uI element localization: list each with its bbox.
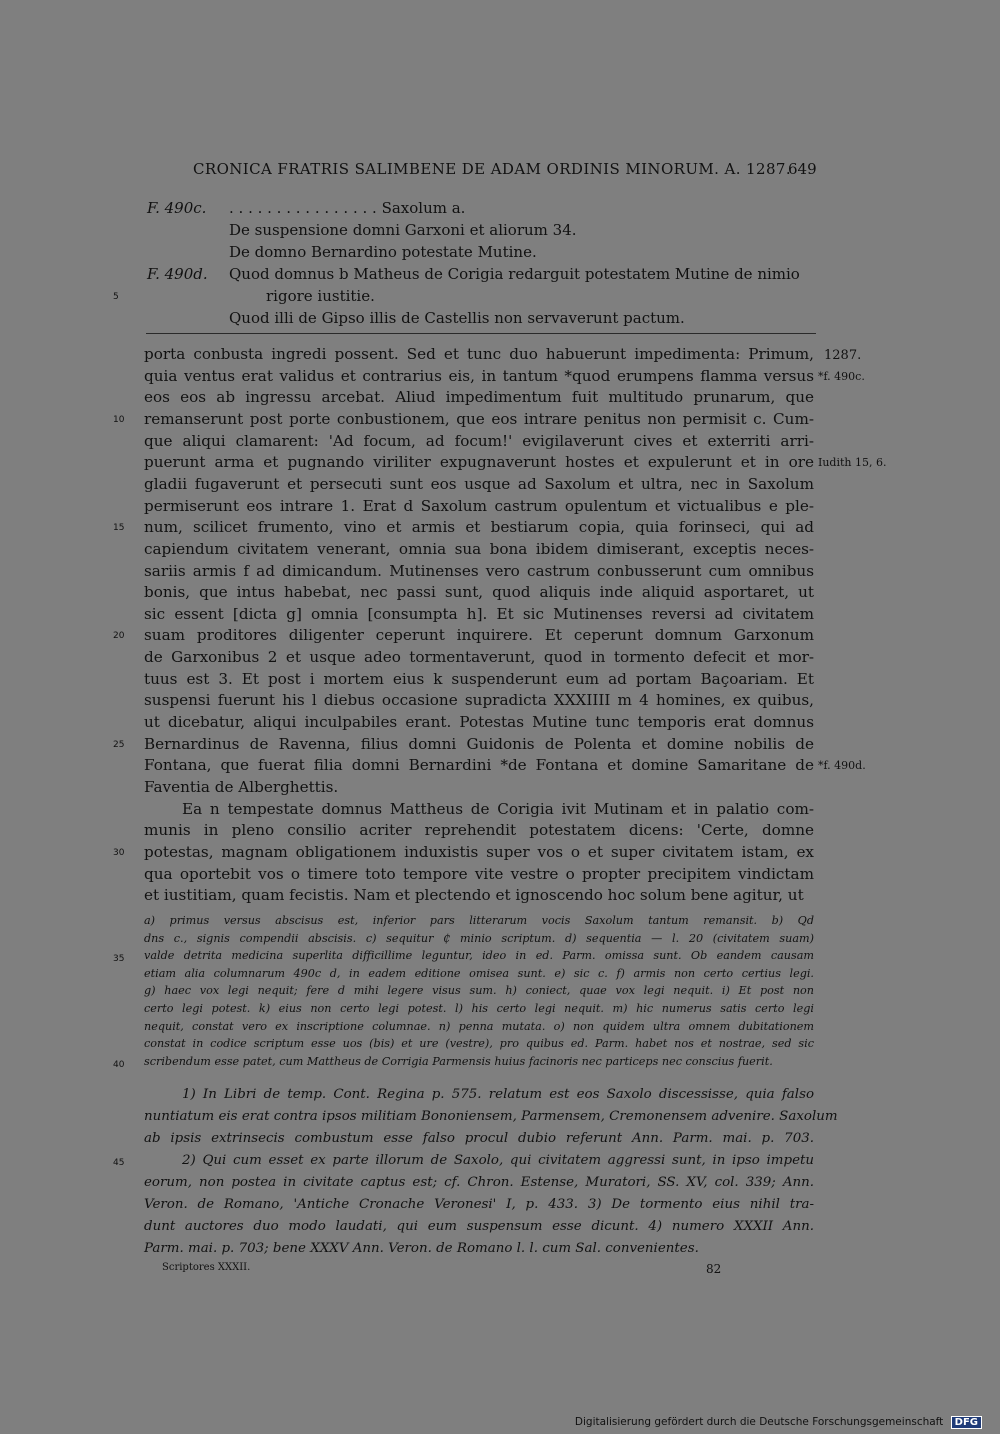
apparatus-line: valde detrita medicina superlita difficillime leguntur, ideo in ed. Parm. omissa sunt. Ob eandem causam (144, 949, 814, 963)
separator-rule (146, 333, 816, 334)
toc-entry: Quod illi de Gipso illis de Castellis non servaverunt pactum. (229, 309, 685, 327)
body-line: bonis, que intus habebat, nec passi sunt, quod aliquis inde aliquid asportaret, ut (144, 583, 814, 602)
body-line: suspensi fuerunt his l diebus occasione supradicta XXXIIII m 4 homines, ex quibus, (144, 691, 814, 710)
apparatus-line: scribendum esse patet, cum Mattheus de Corrigia Parmensis huius facinoris nec particeps nec conscius fuerit. (144, 1054, 773, 1068)
note-line: ab ipsis extrinsecis combustum esse falso procul dubio referunt Ann. Parm. mai. p. 703. (144, 1131, 814, 1146)
note-line: Veron. de Romano, 'Antiche Cronache Veronesi' I, p. 433. 3) De tormento eius nihil tra- (144, 1197, 814, 1212)
line-number: 5 (113, 292, 119, 302)
body-line: quia ventus erat validus et contrarius eis, in tantum *quod erumpens flamma versus (144, 366, 814, 385)
body-line: Fontana, que fuerat filia domni Bernardini *de Fontana et domine Samaritane de (144, 756, 814, 775)
sheet-signature: 82 (706, 1262, 722, 1276)
note-line: dunt auctores duo modo laudati, qui eum suspensum esse dicunt. 4) numero XXXII Ann. (144, 1219, 814, 1234)
note-line: 1) In Libri de temp. Cont. Regina p. 575. relatum est eos Saxolo discessisse, quia falso (182, 1087, 814, 1102)
note-line: 2) Qui cum esset ex parte illorum de Saxolo, qui civitatem aggressi sunt, in ipso impetu (182, 1153, 814, 1168)
line-number: 35 (113, 954, 125, 965)
page-number: 649 (788, 160, 817, 178)
body-line: gladii fugaverunt et persecuti sunt eos usque ad Saxolum et ultra, nec in Saxolum (144, 474, 814, 493)
body-line: permiserunt eos intrare 1. Erat d Saxolum castrum opulentum et victualibus e ple- (144, 496, 814, 515)
apparatus-line: g) haec vox legi nequit; fere d mihi legere visus sum. h) coniect, quae vox legi nequit. i) Et post non (144, 984, 814, 998)
toc-folio-ref: F. 490c. (147, 199, 207, 217)
body-line: Faventia de Alberghettis. (144, 778, 339, 796)
margin-note: *f. 490d. (818, 759, 866, 773)
apparatus-line: a) primus versus abscisus est, inferior pars litterarum vocis Saxolum tantum remansit. b) Qd (144, 914, 814, 927)
body-line: tuus est 3. Et post i mortem eius k suspenderunt eum ad portam Baçoariam. Et (144, 669, 814, 688)
body-line: Ea n tempestate domnus Mattheus de Corigia ivit Mutinam et in palatio com- (182, 799, 814, 818)
toc-entry: rigore iustitie. (266, 287, 375, 305)
body-line: sic essent [dicta g] omnia [consumpta h]. Et sic Mutinenses reversi ad civitatem (144, 604, 814, 623)
body-line: potestas, magnam obligationem induxistis super vos o et super civitatem istam, ex (144, 842, 814, 861)
line-number: 30 (113, 847, 125, 858)
line-number: 10 (113, 414, 125, 425)
toc-folio-ref: F. 490d. (147, 265, 208, 283)
series-label: Scriptores XXXII. (162, 1262, 251, 1273)
body-line: porta conbusta ingredi possent. Sed et tunc duo habuerunt impedimenta: Primum, (144, 345, 814, 363)
apparatus-line: constat in codice scriptum esse uos (bis) et ure (vestre), pro quibus ed. Parm. habet nos et nostrae, sed sic (144, 1037, 814, 1051)
body-line: capiendum civitatem venerant, omnia sua bona ibidem dimiserant, exceptis neces- (144, 539, 814, 558)
toc-entry: . . . . . . . . . . . . . . . . Saxolum a. (229, 199, 466, 217)
toc-entry: De suspensione domni Garxoni et aliorum 34. (229, 221, 577, 239)
margin-note: *f. 490c. (818, 369, 865, 383)
body-line: ut dicebatur, aliqui inculpabiles erant. Potestas Mutine tunc temporis erat domnus (144, 713, 814, 732)
body-line: et iustitiam, quam fecistis. Nam et plectendo et ignoscendo hoc solum bene agitur, ut (144, 886, 804, 905)
body-line: suam proditores diligenter ceperunt inquirere. Et ceperunt domnum Garxonum (144, 626, 814, 645)
body-line: remanserunt post porte conbustionem, que eos intrare penitus non permisit c. Cum- (144, 409, 814, 428)
body-line: munis in pleno consilio acriter reprehendit potestatem dicens: 'Certe, domne (144, 821, 814, 840)
margin-note: 1287. (824, 348, 862, 363)
apparatus-line: dns c., signis compendii abscisis. c) sequitur ₵ minio scriptum. d) sequentia — l. 20 (civitatem suam) (144, 931, 814, 945)
toc-entry: De domno Bernardino potestate Mutine. (229, 243, 537, 261)
apparatus-line: nequit, constat vero ex inscriptione columnae. n) penna mutata. o) non quidem ultra omnem dubitationem (144, 1019, 814, 1033)
apparatus-line: certo legi potest. k) eius non certo legi potest. l) his certo legi nequit. m) hic numerus satis certo legi (144, 1002, 814, 1015)
line-number: 20 (113, 631, 125, 642)
dfg-logo: DFG (951, 1416, 982, 1429)
line-number: 45 (113, 1158, 125, 1168)
body-line: num, scilicet frumento, vino et armis et bestiarum copia, quia forinseci, qui ad (144, 518, 814, 537)
body-line: sariis armis f ad dimicandum. Mutinenses vero castrum conbusserunt cum omnibus (144, 561, 814, 580)
line-number: 40 (113, 1059, 125, 1070)
toc-entry: Quod domnus b Matheus de Corigia redarguit potestatem Mutine de nimio (229, 265, 800, 283)
body-line: Bernardinus de Ravenna, filius domni Guidonis de Polenta et domine nobilis de (144, 734, 814, 753)
apparatus-line: etiam alia columnarum 490c d, in eadem editione omisea sunt. e) sic c. f) armis non certo certius legi. (144, 966, 814, 980)
body-line: eos eos ab ingressu arcebat. Aliud impedimentum fuit multitudo prunarum, que (144, 388, 814, 407)
body-line: que aliqui clamarent: 'Ad focum, ad focum!' evigilaverunt cives et exterriti arri- (144, 431, 814, 450)
note-line: eorum, non postea in civitate captus est; cf. Chron. Estense, Muratori, SS. XV, col. 339; Ann. (144, 1175, 814, 1190)
body-line: puerunt arma et pugnando viriliter expugnaverunt hostes et expulerunt et in ore (144, 453, 814, 472)
note-line: Parm. mai. p. 703; bene XXXV Ann. Veron. de Romano l. l. cum Sal. convenientes. (144, 1241, 699, 1256)
note-line: nuntiatum eis erat contra ipsos militiam Bononiensem, Parmensem, Cremonensem advenire. Saxolum (144, 1109, 838, 1124)
body-line: de Garxonibus 2 et usque adeo tormentaverunt, quod in tormento defecit et mor- (144, 648, 814, 667)
line-number: 25 (113, 739, 125, 750)
line-number: 15 (113, 523, 125, 534)
funding-text: Digitalisierung gefördert durch die Deutsche Forschungsgemeinschaft (574, 1416, 944, 1428)
funding-banner (575, 1416, 982, 1429)
running-title: CRONICA FRATRIS SALIMBENE DE ADAM ORDINIS MINORUM. A. 1287. (193, 160, 791, 178)
margin-note: Iudith 15, 6. (818, 456, 887, 470)
body-line: qua oportebit vos o timere toto tempore vite vestre o propter precipitem vindictam (144, 864, 814, 883)
